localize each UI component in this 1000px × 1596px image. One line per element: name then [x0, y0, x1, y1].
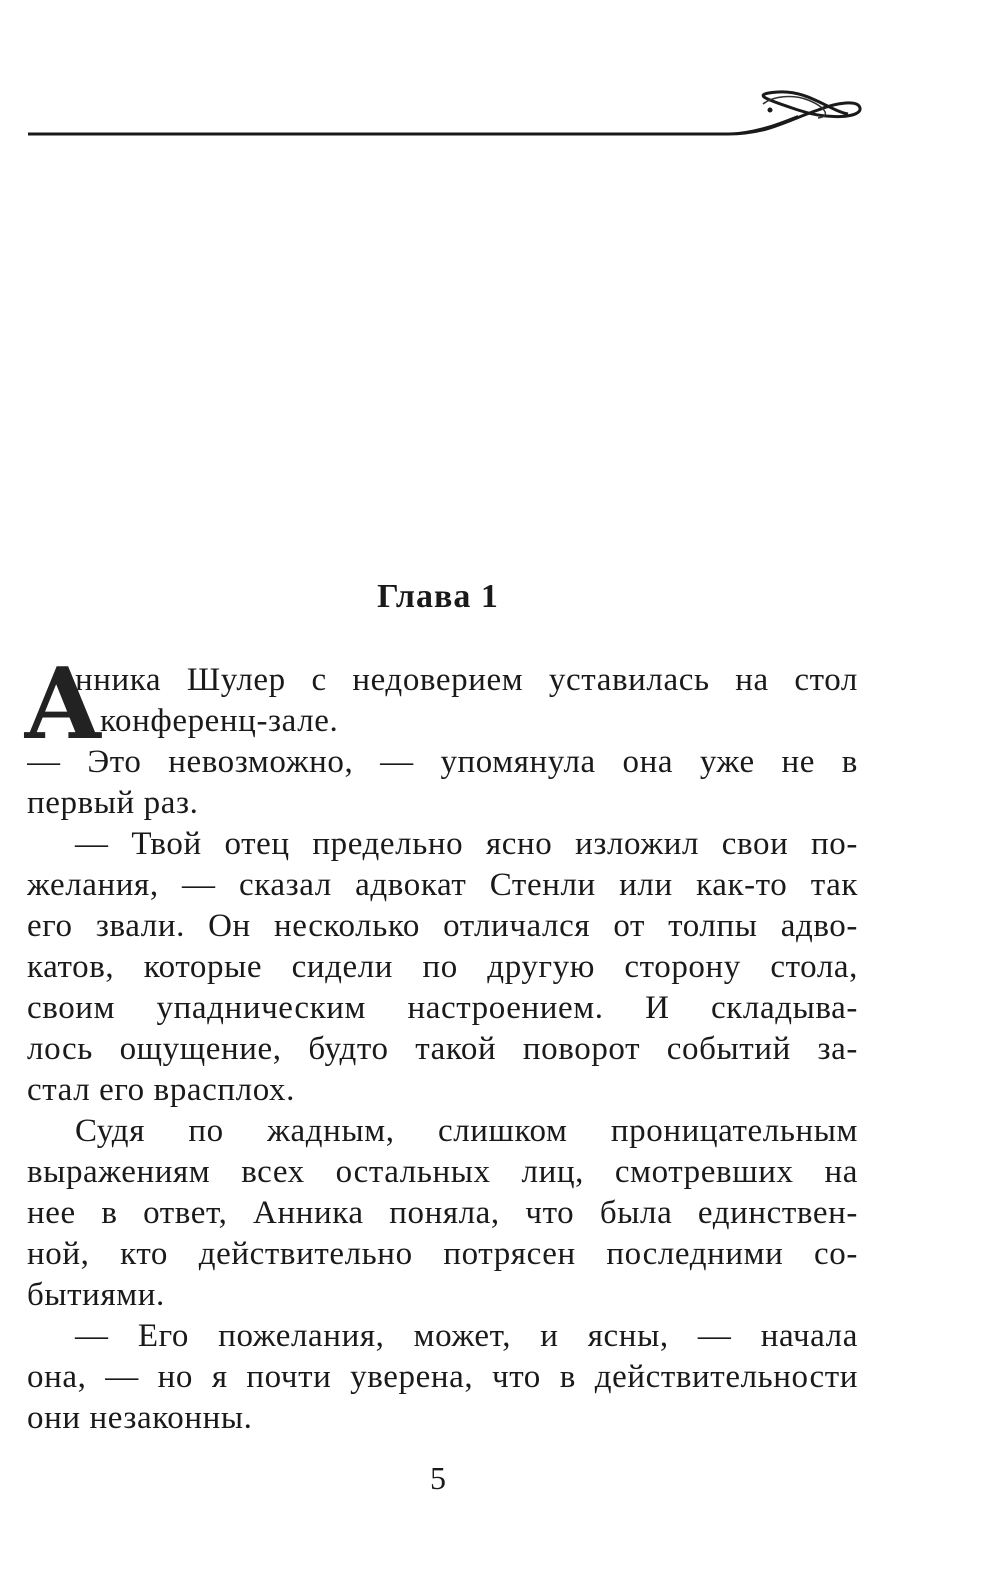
text-line: лось ощущение, будто такой поворот событий за-: [27, 1031, 858, 1067]
chapter-title: Глава 1: [377, 578, 499, 615]
text-line: первый раз.: [27, 785, 199, 821]
text-line: она, — но я почти уверена, что в действительности: [27, 1359, 858, 1395]
header-flourish-ornament: [28, 80, 868, 150]
text-line: — Это невозможно, — упомянула она уже не в: [27, 744, 858, 780]
text-line: в конференц-зале.: [75, 703, 339, 739]
text-line: выражениям всех остальных лиц, смотревших на: [27, 1154, 858, 1190]
drop-cap: А: [23, 647, 103, 762]
text-line: они незаконны.: [27, 1400, 253, 1436]
chapter-text: [23, 647, 858, 1439]
text-line: катов, которые сидели по другую сторону стола,: [27, 949, 858, 985]
text-line: бытиями.: [27, 1277, 165, 1313]
text-line: Судя по жадным, слишком проницательным: [75, 1113, 858, 1149]
text-line: нника Шулер с недоверием уставилась на стол: [75, 662, 858, 698]
text-line: стал его врасплох.: [27, 1072, 295, 1108]
text-line: своим упадническим настроением. И складыва-: [27, 990, 858, 1026]
text-line: желания, — сказал адвокат Стенли или как-то так: [27, 867, 858, 903]
text-line: его звали. Он несколько отличался от толпы адво-: [27, 908, 858, 944]
text-line: нее в ответ, Анника поняла, что была единствен-: [27, 1195, 858, 1231]
text-line: ной, кто действительно потрясен последними со-: [27, 1236, 858, 1272]
page-number: 5: [430, 1460, 446, 1496]
text-line: — Его пожелания, может, и ясны, — начала: [75, 1318, 858, 1354]
text-line: — Твой отец предельно ясно изложил свои по-: [75, 826, 858, 862]
